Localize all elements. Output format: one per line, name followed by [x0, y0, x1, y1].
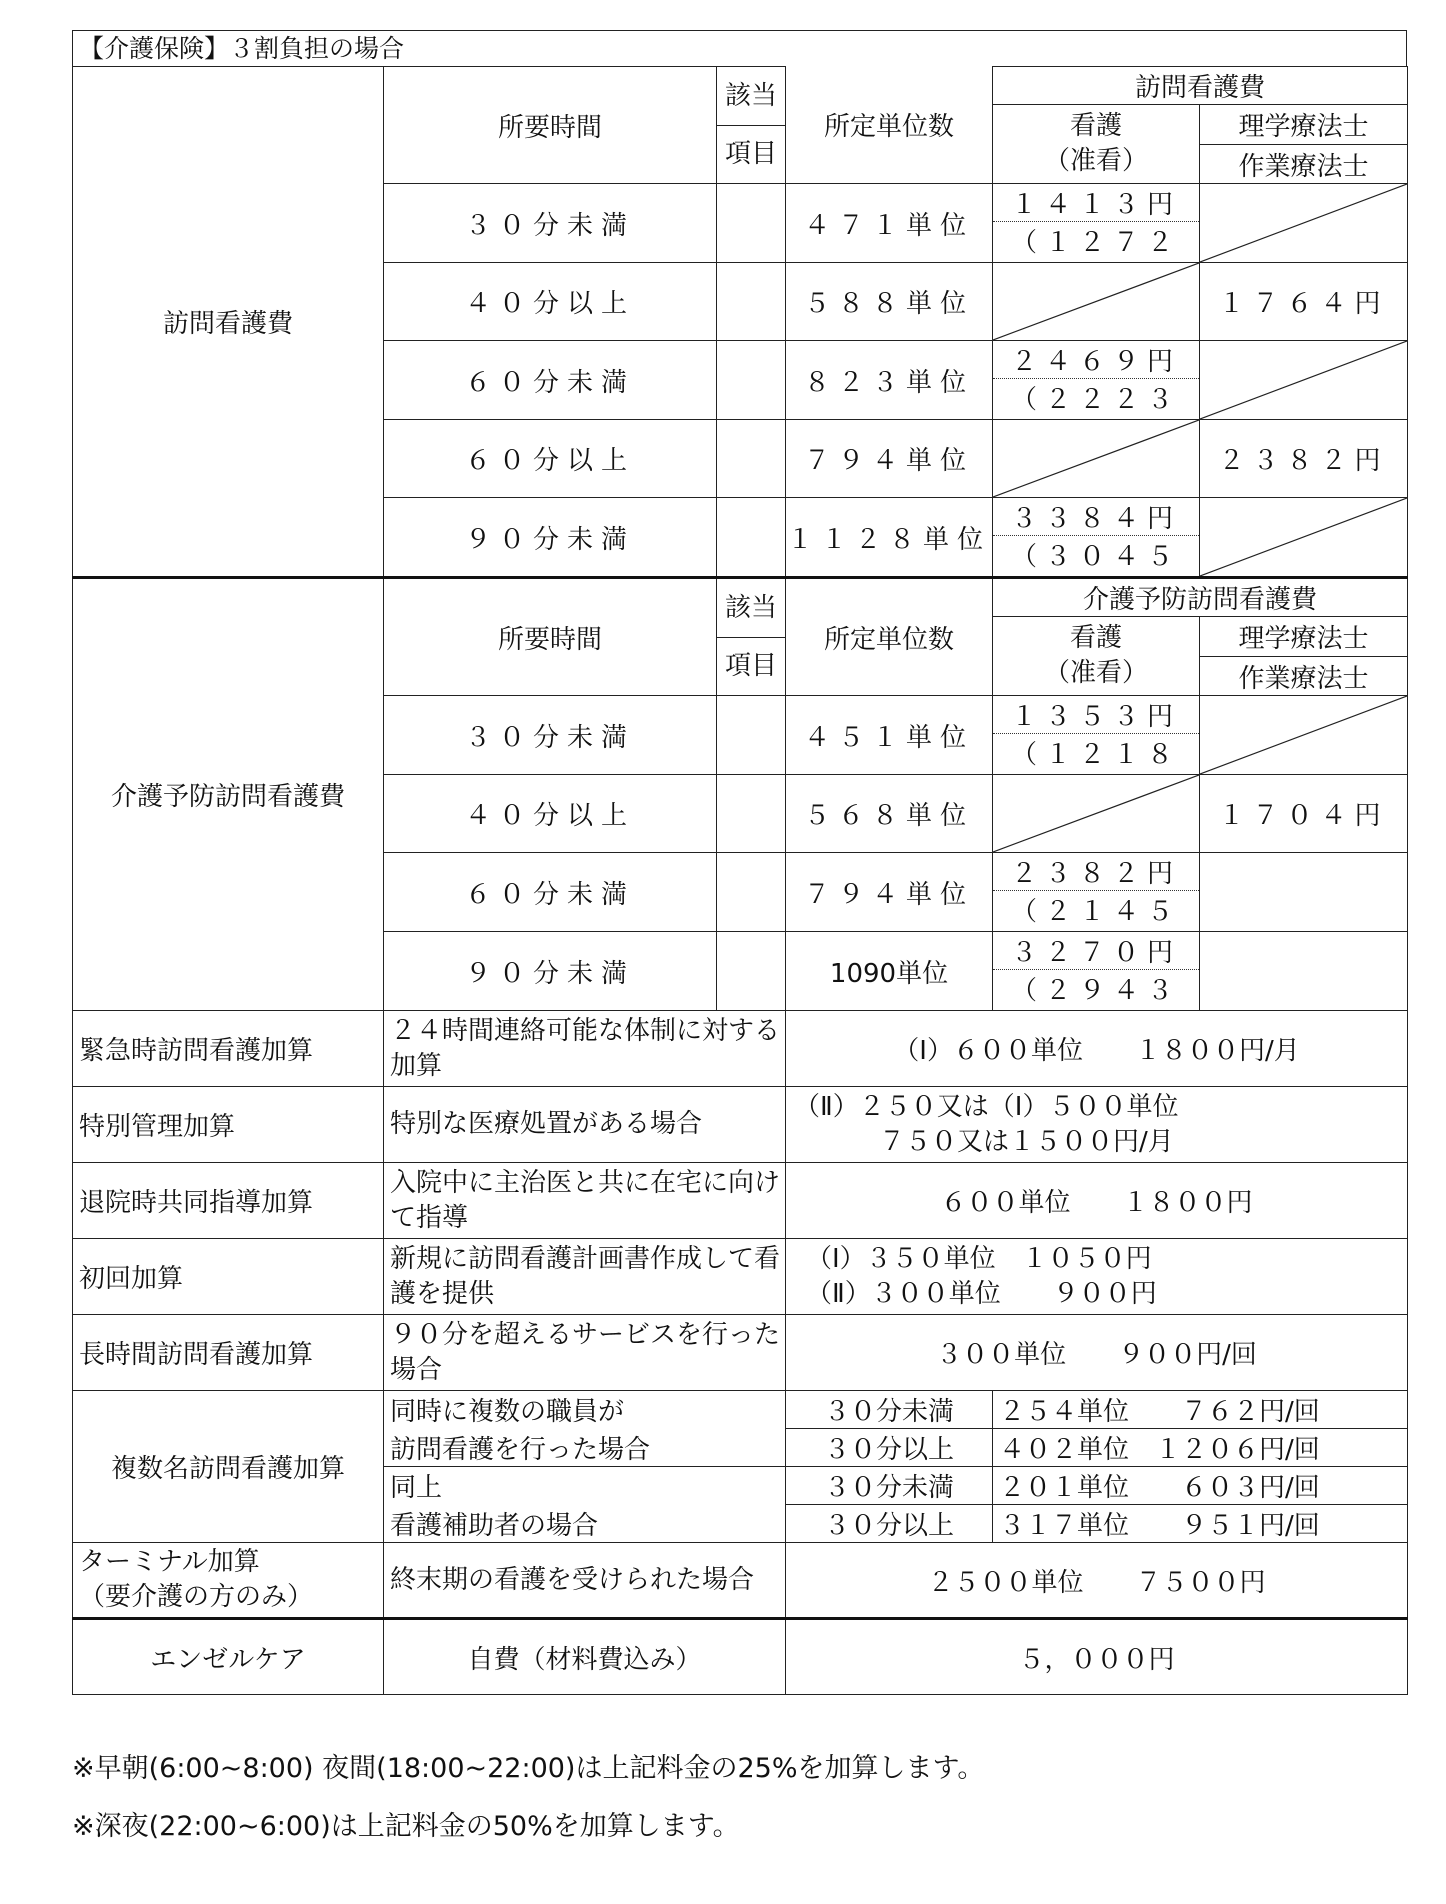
- time-cell: ３０分未満: [384, 696, 717, 775]
- time-cell: ６０分未満: [384, 853, 717, 932]
- time-cell: ６０分以上: [384, 420, 717, 498]
- units-cell: １１２８単位: [786, 498, 993, 578]
- units-cell: ５８８単位: [786, 263, 993, 341]
- addition-value: （Ⅰ）３５０単位 １０５０円 （Ⅱ）３００単位 ９００円: [786, 1239, 1408, 1315]
- terminal-value: ２５００単位 ７５００円: [786, 1543, 1408, 1619]
- multi-value: ４０２単位 １２０６円/回: [993, 1429, 1408, 1467]
- therapist-header-2: 作業療法士: [1200, 657, 1408, 696]
- therapist-cell: １７０４円: [1200, 775, 1408, 853]
- multi-time: ３０分未満: [786, 1391, 993, 1429]
- item-header: 該当 項目: [717, 67, 786, 184]
- item-header: 該当 項目: [717, 578, 786, 696]
- units-cell: ５６８単位: [786, 775, 993, 853]
- addition-row: [73, 1163, 1408, 1239]
- addition-value: ３００単位 ９００円/回: [786, 1315, 1408, 1391]
- item-cell: [717, 853, 786, 932]
- item-cell: [717, 498, 786, 578]
- time-header: 所要時間: [384, 578, 717, 696]
- angel-name: エンゼルケア: [73, 1619, 384, 1695]
- time-header: 所要時間: [384, 67, 717, 184]
- item-cell: [717, 932, 786, 1011]
- nurse-cell: ２４６９円 （２２２３: [993, 341, 1200, 420]
- addition-value: ６００単位 １８００円: [786, 1163, 1408, 1239]
- nurse-cell-empty: [993, 263, 1200, 341]
- addition-name: 長時間訪問看護加算: [73, 1315, 384, 1391]
- units-cell: ４５１単位: [786, 696, 993, 775]
- section1-header-row: [73, 67, 1408, 105]
- addition-row: [73, 1087, 1408, 1163]
- units-header: 所定単位数: [786, 67, 993, 184]
- terminal-name: ターミナル加算 （要介護の方のみ）: [73, 1543, 384, 1619]
- addition-name: 退院時共同指導加算: [73, 1163, 384, 1239]
- addition-row: [73, 1011, 1408, 1087]
- document-title: 【介護保険】３割負担の場合: [72, 30, 1407, 66]
- multi-row: [73, 1391, 1408, 1429]
- therapist-cell-empty: [1200, 696, 1408, 775]
- item-cell: [717, 263, 786, 341]
- time-cell: ９０分未満: [384, 498, 717, 578]
- multi-time: ３０分未満: [786, 1467, 993, 1505]
- terminal-desc: 終末期の看護を受けられた場合: [384, 1543, 786, 1619]
- addition-desc: 新規に訪問看護計画書作成して看護を提供: [384, 1239, 786, 1315]
- therapist-cell-empty: [1200, 341, 1408, 420]
- multi-value: ３１７単位 ９５１円/回: [993, 1505, 1408, 1543]
- units-cell: 1090単位: [786, 932, 993, 1011]
- units-cell: ７９４単位: [786, 853, 993, 932]
- multi-desc: 同時に複数の職員が: [384, 1391, 786, 1429]
- addition-name: 初回加算: [73, 1239, 384, 1315]
- angel-row: [73, 1619, 1408, 1695]
- angel-value: ５，０００円: [786, 1619, 1408, 1695]
- multi-time: ３０分以上: [786, 1505, 993, 1543]
- therapist-cell: １７６４円: [1200, 263, 1408, 341]
- section2-name: 介護予防訪問看護費: [73, 578, 384, 1011]
- angel-desc: 自費（材料費込み）: [384, 1619, 786, 1695]
- item-cell: [717, 184, 786, 263]
- units-header: 所定単位数: [786, 578, 993, 696]
- time-cell: ３０分未満: [384, 184, 717, 263]
- fee-table: [72, 66, 1408, 1695]
- addition-value: （Ⅰ）６００単位 １８００円/月: [786, 1011, 1408, 1087]
- therapist-header-1: 理学療法士: [1200, 105, 1408, 145]
- addition-desc: ２４時間連絡可能な体制に対する加算: [384, 1011, 786, 1087]
- note-early-night: ※早朝(6:00~8:00) 夜間(18:00~22:00)は上記料金の25%を加算します。: [72, 1753, 985, 1784]
- section2-group-header: 介護予防訪問看護費: [993, 578, 1408, 617]
- item-cell: [717, 775, 786, 853]
- nurse-cell: １４１３円 （１２７２: [993, 184, 1200, 263]
- therapist-header-2: 作業療法士: [1200, 145, 1408, 184]
- therapist-cell-empty: [1200, 184, 1408, 263]
- addition-value: （Ⅱ）２５０又は（Ⅰ）５００単位 ７５０又は１５００円/月: [786, 1087, 1408, 1163]
- item-cell: [717, 420, 786, 498]
- time-cell: ４０分以上: [384, 775, 717, 853]
- multi-value: ２０１単位 ６０３円/回: [993, 1467, 1408, 1505]
- addition-name: 特別管理加算: [73, 1087, 384, 1163]
- nurse-cell-empty: [993, 420, 1200, 498]
- nurse-header: 看護 （准看）: [993, 617, 1200, 696]
- multi-value: ２５４単位 ７６２円/回: [993, 1391, 1408, 1429]
- section2-header-row: [73, 578, 1408, 617]
- units-cell: ７９４単位: [786, 420, 993, 498]
- addition-desc: ９０分を超えるサービスを行った場合: [384, 1315, 786, 1391]
- units-cell: ４７１単位: [786, 184, 993, 263]
- nurse-cell: ３２７０円 （２９４３: [993, 932, 1200, 1011]
- section1-group-header: 訪問看護費: [993, 67, 1408, 105]
- therapist-cell: ２３８２円: [1200, 420, 1408, 498]
- time-cell: ９０分未満: [384, 932, 717, 1011]
- therapist-header-1: 理学療法士: [1200, 617, 1408, 657]
- multi-desc: 訪問看護を行った場合: [384, 1429, 786, 1467]
- multi-desc: 同上: [384, 1467, 786, 1505]
- note-late-night: ※深夜(22:00~6:00)は上記料金の50%を加算します。: [72, 1811, 740, 1842]
- therapist-cell-blank: [1200, 932, 1408, 1011]
- item-cell: [717, 341, 786, 420]
- addition-desc: 入院中に主治医と共に在宅に向けて指導: [384, 1163, 786, 1239]
- addition-row: [73, 1315, 1408, 1391]
- multi-desc: 看護補助者の場合: [384, 1505, 786, 1543]
- section1-name: 訪問看護費: [73, 67, 384, 578]
- nurse-cell: １３５３円 （１２１８: [993, 696, 1200, 775]
- multi-time: ３０分以上: [786, 1429, 993, 1467]
- units-cell: ８２３単位: [786, 341, 993, 420]
- time-cell: ４０分以上: [384, 263, 717, 341]
- terminal-row: [73, 1543, 1408, 1619]
- multi-name: 複数名訪問看護加算: [73, 1391, 384, 1543]
- addition-row: [73, 1239, 1408, 1315]
- therapist-cell-blank: [1200, 853, 1408, 932]
- nurse-header: 看護 （准看）: [993, 105, 1200, 184]
- addition-desc: 特別な医療処置がある場合: [384, 1087, 786, 1163]
- addition-name: 緊急時訪問看護加算: [73, 1011, 384, 1087]
- item-cell: [717, 696, 786, 775]
- time-cell: ６０分未満: [384, 341, 717, 420]
- nurse-cell: ３３８４円 （３０４５: [993, 498, 1200, 578]
- notes: [72, 1740, 984, 1856]
- nurse-cell-empty: [993, 775, 1200, 853]
- therapist-cell-empty: [1200, 498, 1408, 578]
- nurse-cell: ２３８２円 （２１４５: [993, 853, 1200, 932]
